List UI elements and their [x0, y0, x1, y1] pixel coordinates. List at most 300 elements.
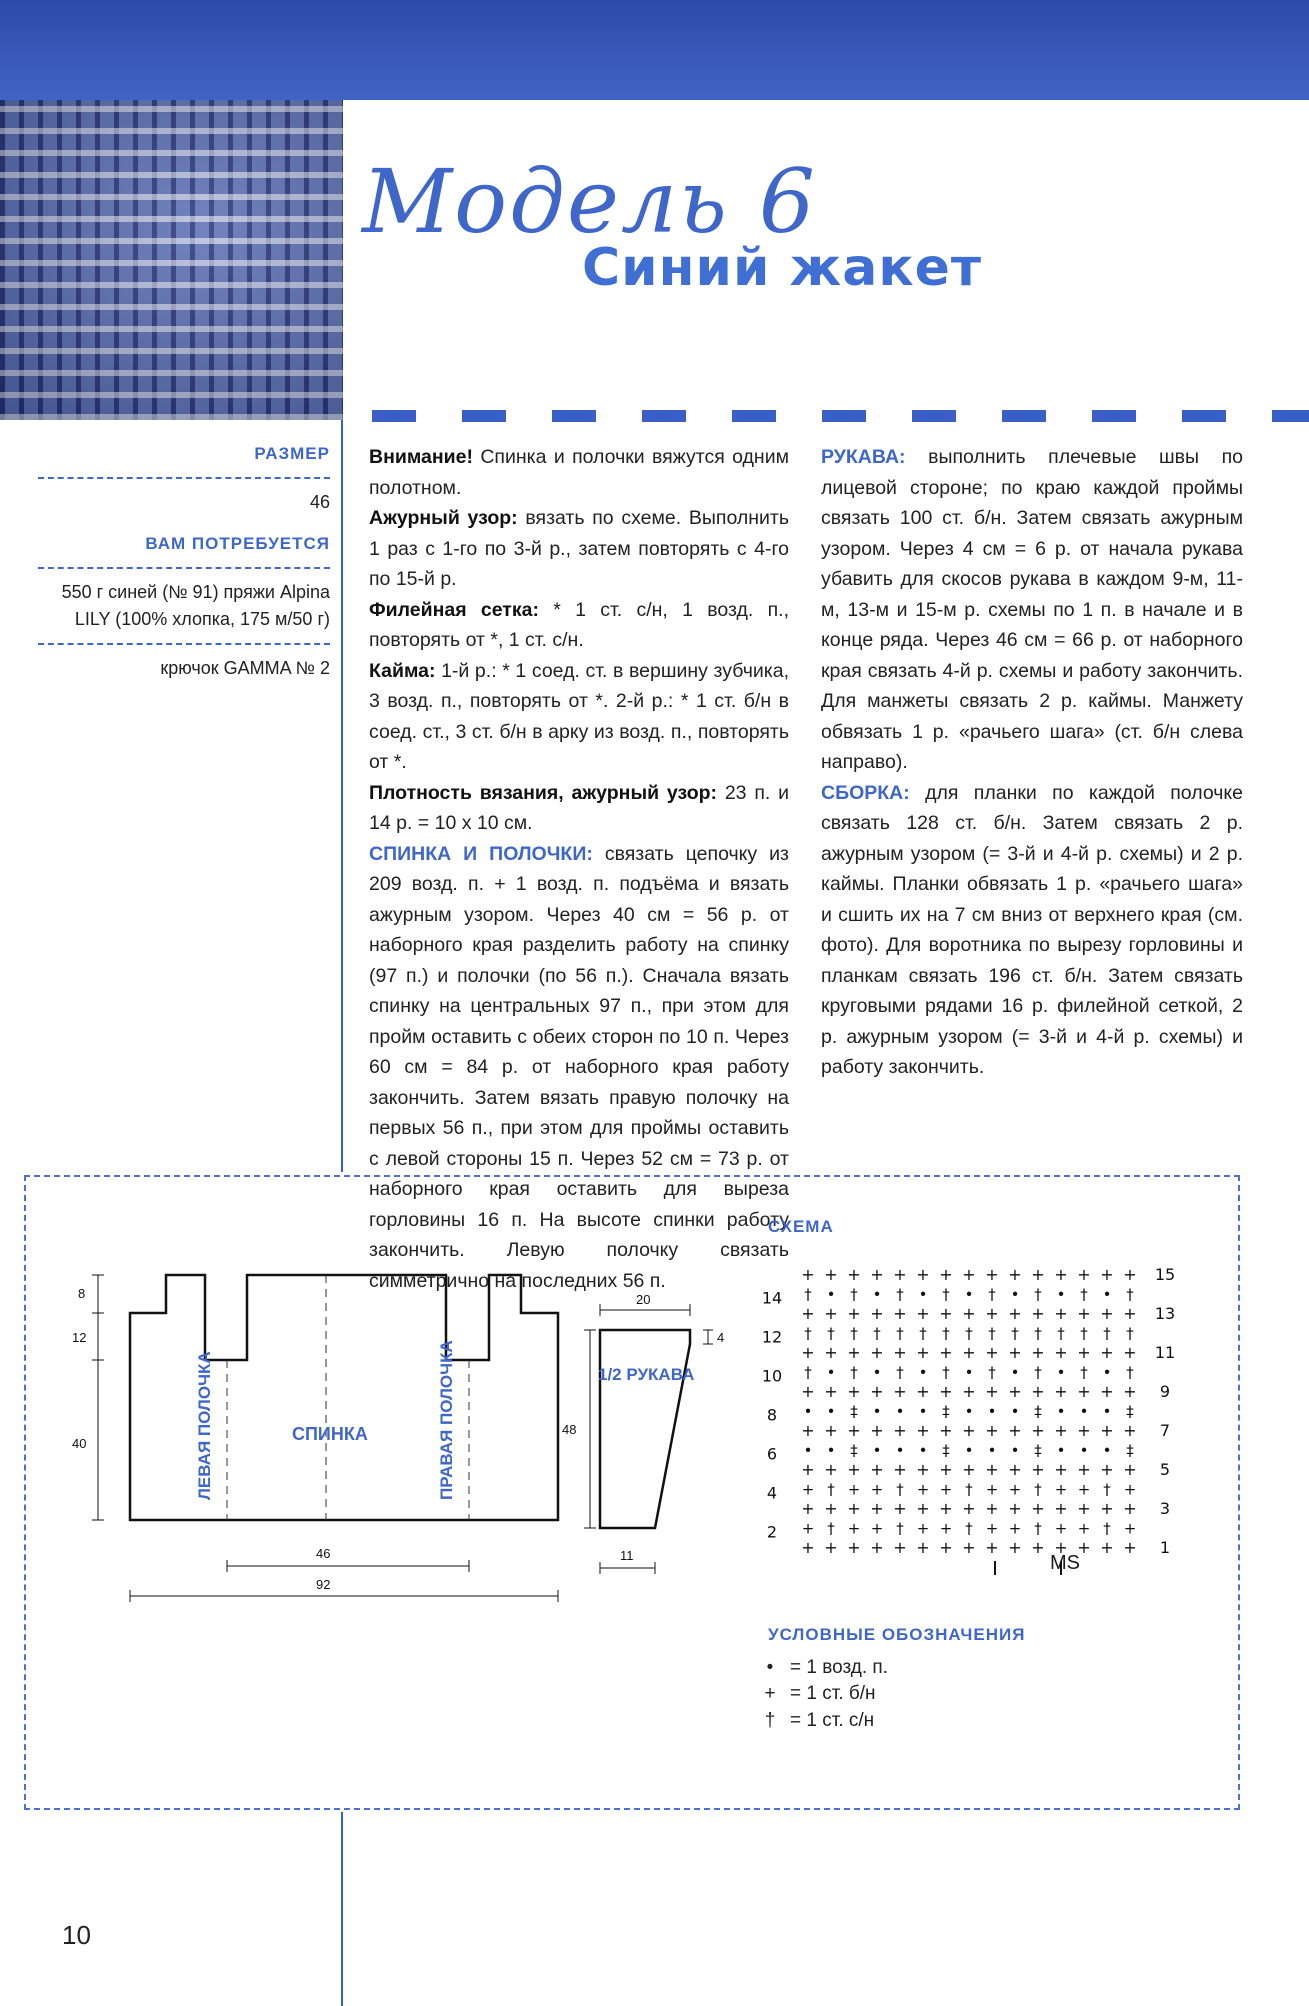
stitch-symbol: ‡	[850, 1402, 858, 1421]
stitch-symbol: +	[916, 1538, 930, 1557]
dim-92: 92	[316, 1577, 331, 1592]
stitch-symbol: +	[939, 1519, 953, 1538]
stitch-symbol: •	[1056, 1402, 1066, 1421]
stitch-symbol: †	[804, 1285, 812, 1304]
stitch-symbol: +	[870, 1480, 884, 1499]
stitch-symbol: +	[985, 1460, 999, 1479]
stitch-symbol: •	[1102, 1402, 1112, 1421]
sleeve-dim-11: 11	[620, 1548, 634, 1563]
stitch-symbol: +	[1123, 1499, 1137, 1518]
vertical-rule-bottom	[341, 1812, 343, 2006]
stitch-symbol: †	[1080, 1285, 1088, 1304]
stitch-symbol: †	[1126, 1285, 1134, 1304]
stitch-symbol: +	[824, 1382, 838, 1401]
label-right-front: ПРАВАЯ ПОЛОЧКА	[437, 1340, 456, 1500]
stitch-symbol: +	[962, 1304, 976, 1323]
sidebar-divider	[38, 643, 330, 645]
stitch-symbol: +	[939, 1460, 953, 1479]
stitch-symbol: +	[1100, 1265, 1114, 1284]
stitch-symbol: +	[1031, 1421, 1045, 1440]
ms-label: MS	[1050, 1552, 1080, 1574]
stitch-symbol: †	[804, 1324, 812, 1343]
stitch-symbol: •	[964, 1285, 974, 1304]
stitch-symbol: +	[916, 1519, 930, 1538]
stitch-symbol: +	[962, 1499, 976, 1518]
stitch-symbol: •	[1102, 1441, 1112, 1460]
stitch-symbol: †	[1034, 1480, 1042, 1499]
vertical-rule	[341, 420, 343, 1172]
stitch-symbol: •	[918, 1363, 928, 1382]
row-number-left: 4	[766, 1483, 778, 1503]
stitch-symbol: †	[896, 1363, 904, 1382]
paragraph-attention	[369, 442, 789, 503]
stitch-symbol: +	[962, 1343, 976, 1362]
stitch-symbol: +	[1054, 1499, 1068, 1518]
stitch-symbol: +	[870, 1382, 884, 1401]
stitch-symbol: +	[1031, 1343, 1045, 1362]
stitch-symbol: †	[896, 1519, 904, 1538]
stitch-symbol: +	[1123, 1480, 1137, 1499]
stitch-symbol: †	[965, 1480, 973, 1499]
row-number-right: 3	[1159, 1499, 1171, 1518]
stitch-symbol: +	[1077, 1343, 1091, 1362]
paragraph-gauge	[369, 778, 789, 839]
text-sleeves: выполнить плечевые швы по лицевой стороне; по краю каждой проймы связать 100 ст. б/н. Затем связать ажурным узором. Через 4 см = 6 р. от начала рукава убавить для скосов рукава в каждом 9-м, 11-м, 13-м и 15-м р. схемы по 1 п. в начале и в конце ряда. Через 46 см = 66 р. от наборного края связать 4-й р. схемы и работу закончить. Для манжеты связать 2 р. каймы. Манжету обвязать 1 р. «рачьего шага» (ст. б/н слева направо).	[821, 446, 1243, 773]
text-attention: Спинка и полочки вяжутся одним полотном.	[369, 446, 789, 499]
text-edging: 1-й р.: * 1 соед. ст. в вершину зубчика, 3 возд. п., повторять от *. 2-й р.: * 1 ст. б/н в соед. ст., 3 ст. б/н в арку из возд. п., повторять от *.	[369, 659, 789, 773]
sleeve-label: 1/2 РУКАВА	[598, 1365, 695, 1384]
stitch-symbol: +	[1077, 1304, 1091, 1323]
stitch-symbol: †	[1034, 1285, 1042, 1304]
sleeve-schematic	[550, 1270, 750, 1590]
stitch-symbol: +	[985, 1304, 999, 1323]
stitch-symbol: +	[1123, 1265, 1137, 1284]
stitch-symbol: +	[1077, 1538, 1091, 1557]
stitch-symbol: +	[1054, 1538, 1068, 1557]
paragraph-sleeves	[821, 442, 1243, 778]
stitch-symbol: +	[916, 1304, 930, 1323]
stitch-symbol: †	[1057, 1324, 1065, 1343]
stitch-symbol: +	[801, 1460, 815, 1479]
text-body: связать цепочку из 209 возд. п. + 1 возд. п. подъёма и вязать ажурным узором. Через 40 см = 56 р. от наборного края разделить работу на спинку (97 п.) и полочки (по 56 п.). Сначала вязать спинку на центральных 97 п., при этом для пройм оставить с обеих сторон по 10 п. Через 60 см = 84 р. от наборного края работу закончить. Затем вязать правую полочку на первых 56 п., при этом для проймы оставить с левой стороны 15 п. Через 52 см = 73 р. от наборного края оставить для выреза горловины 16 п. На высоте спинки работу закончить. Левую полочку связать симметрично на последних 56 п.	[369, 842, 789, 1292]
stitch-symbol: •	[1102, 1285, 1112, 1304]
row-number-left: 8	[766, 1405, 778, 1425]
stitch-symbol: +	[1123, 1460, 1137, 1479]
stitch-symbol: •	[1079, 1402, 1089, 1421]
row-number-right: 13	[1154, 1304, 1176, 1323]
text-openwork: вязать по схеме. Выполнить 1 раз с 1-го по 3-й р., затем повторять с 4-го по 15-й р.	[369, 507, 789, 590]
stitch-symbol: +	[801, 1343, 815, 1362]
stitch-symbol: †	[1126, 1363, 1134, 1382]
stitch-symbol: †	[1034, 1324, 1042, 1343]
stitch-symbol: +	[1054, 1480, 1068, 1499]
stitch-symbol: •	[872, 1441, 882, 1460]
legend-item-sc	[760, 1683, 876, 1705]
stitch-symbol: †	[965, 1519, 973, 1538]
stitch-symbol: +	[824, 1304, 838, 1323]
stitch-symbol: †	[1103, 1480, 1111, 1499]
stitch-symbol: •	[826, 1363, 836, 1382]
stitch-symbol: +	[939, 1499, 953, 1518]
stitch-symbol: +	[939, 1538, 953, 1557]
label-assembly: СБОРКА:	[821, 781, 910, 804]
paragraph-edging	[369, 656, 789, 778]
stitch-symbol: +	[824, 1538, 838, 1557]
stitch-symbol: +	[1123, 1538, 1137, 1557]
stitch-symbol: +	[939, 1304, 953, 1323]
label-attention: Внимание!	[369, 446, 473, 468]
row-number-left: 6	[766, 1444, 778, 1464]
instructions-column-1	[369, 442, 789, 1296]
dim-40: 40	[72, 1436, 87, 1451]
stitch-symbol: +	[1123, 1343, 1137, 1362]
stitch-symbol: +	[916, 1343, 930, 1362]
stitch-symbol: +	[1054, 1382, 1068, 1401]
stitch-symbol: +	[847, 1382, 861, 1401]
stitch-symbol: +	[1077, 1382, 1091, 1401]
stitch-symbol: +	[893, 1382, 907, 1401]
sleeve-dim-4: 4	[717, 1330, 725, 1345]
schema-heading: СХЕМА	[768, 1217, 834, 1236]
stitch-symbol: ‡	[1126, 1402, 1134, 1421]
stitch-symbol: •	[918, 1402, 928, 1421]
stitch-symbol: +	[962, 1382, 976, 1401]
stitch-symbol: +	[893, 1499, 907, 1518]
model-number-script: Модель 6	[362, 150, 817, 253]
stitch-symbol: +	[1008, 1480, 1022, 1499]
stitch-symbol: +	[916, 1480, 930, 1499]
stitch-symbol: •	[1056, 1363, 1066, 1382]
legend-text-chain: = 1 возд. п.	[790, 1657, 888, 1678]
stitch-symbol: +	[1008, 1265, 1022, 1284]
stitch-symbol: +	[939, 1421, 953, 1440]
stitch-symbol: †	[1034, 1363, 1042, 1382]
stitch-symbol: +	[1123, 1421, 1137, 1440]
stitch-symbol: +	[1031, 1265, 1045, 1284]
text-gauge: 23 п. и 14 р. = 10 х 10 см.	[369, 781, 789, 834]
stitch-symbol: •	[1056, 1441, 1066, 1460]
stitch-symbol: †	[804, 1363, 812, 1382]
stitch-symbol: +	[1008, 1499, 1022, 1518]
stitch-symbol: •	[803, 1402, 813, 1421]
stitch-symbol: ‡	[942, 1402, 950, 1421]
chain-symbol-icon: •	[766, 1657, 774, 1678]
hook-info: крючок GAMMA № 2	[160, 658, 330, 678]
stitch-symbol: •	[964, 1402, 974, 1421]
stitch-symbol: +	[1008, 1538, 1022, 1557]
stitch-symbol: +	[801, 1382, 815, 1401]
stitch-symbol: +	[1008, 1382, 1022, 1401]
stitch-symbol: •	[826, 1285, 836, 1304]
stitch-symbol: †	[850, 1285, 858, 1304]
stitch-symbol: +	[916, 1382, 930, 1401]
stitch-symbol: +	[893, 1265, 907, 1284]
stitch-symbol: +	[916, 1460, 930, 1479]
stitch-symbol: +	[824, 1343, 838, 1362]
stitch-symbol: +	[962, 1265, 976, 1284]
row-number-right: 9	[1159, 1382, 1171, 1401]
dim-12: 12	[72, 1330, 87, 1345]
stitch-symbol: +	[801, 1480, 815, 1499]
size-value: 46	[309, 492, 330, 512]
legend-text-sc: = 1 ст. б/н	[790, 1683, 876, 1704]
stitch-symbol: +	[893, 1343, 907, 1362]
stitch-symbol: +	[985, 1421, 999, 1440]
legend-text-dc: = 1 ст. с/н	[790, 1710, 875, 1731]
stitch-symbol: +	[870, 1460, 884, 1479]
stitch-symbol: †	[1011, 1324, 1019, 1343]
row-number-left: 14	[761, 1288, 783, 1308]
stitch-symbol: †	[965, 1324, 973, 1343]
stitch-symbol: •	[987, 1402, 997, 1421]
stitch-symbol: •	[918, 1441, 928, 1460]
stitch-symbol: †	[850, 1363, 858, 1382]
stitch-symbol: +	[985, 1343, 999, 1362]
stitch-symbol: +	[1054, 1343, 1068, 1362]
stitch-symbol: +	[1100, 1421, 1114, 1440]
stitch-symbol: †	[942, 1285, 950, 1304]
stitch-symbol: †	[873, 1324, 881, 1343]
stitch-symbol: +	[1054, 1519, 1068, 1538]
stitch-symbol: ‡	[1126, 1441, 1134, 1460]
stitch-symbol: +	[985, 1538, 999, 1557]
stitch-symbol: +	[1054, 1421, 1068, 1440]
stitch-symbol: +	[916, 1421, 930, 1440]
stitch-symbol: ‡	[1034, 1402, 1042, 1421]
row-number-right: 7	[1159, 1421, 1171, 1440]
stitch-symbol: +	[801, 1538, 815, 1557]
stitch-symbol: +	[1031, 1538, 1045, 1557]
stitch-symbol: †	[1080, 1324, 1088, 1343]
stitch-symbol: +	[985, 1265, 999, 1284]
stitch-symbol: ‡	[850, 1441, 858, 1460]
stitch-symbol: +	[847, 1421, 861, 1440]
row-number-right: 11	[1154, 1343, 1176, 1362]
stitch-symbol: +	[1031, 1460, 1045, 1479]
stitch-symbol: †	[988, 1324, 996, 1343]
sleeve-dim-48: 48	[562, 1422, 577, 1437]
dim-8: 8	[78, 1286, 86, 1301]
stitch-symbol: +	[893, 1304, 907, 1323]
stitch-symbol: +	[893, 1538, 907, 1557]
legend-item-dc	[760, 1710, 874, 1732]
stitch-symbol: +	[801, 1265, 815, 1284]
text-filet: * 1 ст. с/н, 1 возд. п., повторять от *, 1 ст. с/н.	[369, 598, 789, 651]
stitch-symbol: +	[801, 1421, 815, 1440]
stitch-symbol: •	[872, 1285, 882, 1304]
stitch-symbol: †	[827, 1519, 835, 1538]
stitch-symbol: •	[1010, 1363, 1020, 1382]
stitch-symbol: +	[985, 1480, 999, 1499]
legend-item-chain	[760, 1657, 888, 1679]
stitch-symbol: †	[988, 1285, 996, 1304]
stitch-symbol: •	[803, 1441, 813, 1460]
stitch-symbol: +	[1008, 1460, 1022, 1479]
stitch-symbol: †	[942, 1363, 950, 1382]
stitch-symbol: †	[1103, 1519, 1111, 1538]
stitch-symbol: •	[1056, 1285, 1066, 1304]
stitch-symbol: †	[1080, 1363, 1088, 1382]
stitch-symbol: ‡	[942, 1441, 950, 1460]
stitch-symbol: +	[847, 1519, 861, 1538]
stitch-symbol: +	[847, 1480, 861, 1499]
stitch-symbol: +	[847, 1460, 861, 1479]
stitch-symbol: •	[964, 1441, 974, 1460]
paragraph-assembly	[821, 778, 1243, 1083]
stitch-symbol: +	[847, 1343, 861, 1362]
crochet-chart	[760, 1245, 1220, 1575]
instructions-column-2	[821, 442, 1243, 1083]
stitch-symbol: +	[1031, 1382, 1045, 1401]
label-openwork: Ажурный узор:	[369, 507, 518, 529]
stitch-symbol: •	[1010, 1402, 1020, 1421]
dashed-divider	[372, 410, 1309, 422]
stitch-symbol: •	[964, 1363, 974, 1382]
stitch-symbol: •	[987, 1441, 997, 1460]
stitch-symbol: †	[942, 1324, 950, 1343]
stitch-symbol: +	[962, 1460, 976, 1479]
stitch-symbol: •	[1102, 1363, 1112, 1382]
stitch-symbol: +	[824, 1421, 838, 1440]
stitch-symbol: +	[824, 1265, 838, 1284]
top-color-band	[0, 0, 1309, 100]
knit-texture-photo	[0, 100, 343, 420]
stitch-symbol: +	[870, 1304, 884, 1323]
stitch-symbol: +	[1100, 1460, 1114, 1479]
stitch-symbol: +	[870, 1343, 884, 1362]
legend-heading: УСЛОВНЫЕ ОБОЗНАЧЕНИЯ	[768, 1625, 1026, 1644]
stitch-symbol: +	[801, 1304, 815, 1323]
stitch-symbol: +	[1008, 1421, 1022, 1440]
dim-46: 46	[316, 1546, 331, 1561]
row-number-left: 12	[761, 1327, 783, 1347]
sc-symbol-icon: +	[764, 1683, 776, 1704]
stitch-symbol: +	[870, 1519, 884, 1538]
stitch-symbol: +	[1077, 1480, 1091, 1499]
stitch-symbol: +	[1031, 1499, 1045, 1518]
paragraph-openwork	[369, 503, 789, 595]
stitch-symbol: •	[826, 1402, 836, 1421]
stitch-symbol: +	[1077, 1519, 1091, 1538]
stitch-symbol: +	[870, 1421, 884, 1440]
label-gauge: Плотность вязания, ажурный узор:	[369, 781, 718, 804]
stitch-symbol: †	[896, 1324, 904, 1343]
stitch-symbol: †	[896, 1480, 904, 1499]
stitch-symbol: +	[1054, 1460, 1068, 1479]
stitch-symbol: +	[1123, 1519, 1137, 1538]
sidebar-divider	[38, 567, 330, 569]
stitch-symbol: +	[824, 1460, 838, 1479]
page-number: 10	[62, 1920, 91, 1950]
row-number-left: 2	[766, 1522, 778, 1542]
paragraph-filet	[369, 595, 789, 656]
stitch-symbol: +	[962, 1421, 976, 1440]
stitch-symbol: •	[918, 1285, 928, 1304]
stitch-symbol: +	[847, 1499, 861, 1518]
stitch-symbol: +	[939, 1480, 953, 1499]
stitch-symbol: +	[939, 1343, 953, 1362]
stitch-symbol: +	[847, 1538, 861, 1557]
page-title: Синий жакет	[582, 238, 983, 298]
label-left-front: ЛЕВАЯ ПОЛОЧКА	[195, 1351, 214, 1500]
stitch-symbol: +	[916, 1265, 930, 1284]
stitch-symbol: •	[826, 1441, 836, 1460]
stitch-symbol: +	[801, 1499, 815, 1518]
stitch-symbol: +	[962, 1538, 976, 1557]
size-heading: РАЗМЕР	[254, 444, 330, 463]
stitch-symbol: •	[1010, 1441, 1020, 1460]
label-sleeves: РУКАВА:	[821, 446, 906, 468]
label-filet: Филейная сетка:	[369, 598, 539, 621]
stitch-symbol: †	[1034, 1519, 1042, 1538]
stitch-symbol: †	[919, 1324, 927, 1343]
stitch-symbol: +	[1008, 1343, 1022, 1362]
stitch-symbol: +	[824, 1499, 838, 1518]
sidebar-divider	[38, 477, 330, 479]
stitch-symbol: +	[893, 1421, 907, 1440]
stitch-symbol: +	[1100, 1538, 1114, 1557]
stitch-symbol: +	[939, 1382, 953, 1401]
stitch-symbol: •	[872, 1402, 882, 1421]
stitch-symbol: +	[893, 1460, 907, 1479]
row-number-left: 10	[761, 1366, 783, 1386]
stitch-symbol: †	[1126, 1324, 1134, 1343]
stitch-symbol: +	[801, 1519, 815, 1538]
stitch-symbol: •	[895, 1441, 905, 1460]
stitch-symbol: +	[1077, 1460, 1091, 1479]
need-heading: ВАМ ПОТРЕБУЕТСЯ	[145, 534, 330, 553]
stitch-symbol: +	[870, 1265, 884, 1284]
stitch-symbol: +	[1008, 1519, 1022, 1538]
sidebar	[30, 440, 330, 682]
row-number-right: 1	[1159, 1538, 1171, 1557]
stitch-symbol: †	[850, 1324, 858, 1343]
stitch-symbol: +	[1100, 1343, 1114, 1362]
stitch-symbol: +	[1123, 1382, 1137, 1401]
stitch-symbol: †	[896, 1285, 904, 1304]
stitch-symbol: +	[1077, 1421, 1091, 1440]
stitch-symbol: +	[1077, 1499, 1091, 1518]
label-body: СПИНКА И ПОЛОЧКИ:	[369, 842, 593, 865]
stitch-symbol: †	[988, 1363, 996, 1382]
yarn-info: 550 г синей (№ 91) пряжи Alpina LILY (100% хлопка, 175 м/50 г)	[61, 582, 330, 629]
stitch-symbol: +	[916, 1499, 930, 1518]
stitch-symbol: †	[827, 1480, 835, 1499]
dc-symbol-icon: †	[764, 1710, 776, 1731]
stitch-symbol: +	[1054, 1265, 1068, 1284]
stitch-symbol: +	[1054, 1304, 1068, 1323]
stitch-symbol: +	[1100, 1382, 1114, 1401]
stitch-symbol: +	[1008, 1304, 1022, 1323]
label-back: СПИНКА	[292, 1424, 368, 1444]
text-assembly: для планки по каждой полочке связать 128 ст. б/н. Затем связать 2 р. ажурным узором (= 3-й и 4-й р. схемы) и 2 р. каймы. Планки обвязать 1 р. «рачьего шага» и сшить их на 7 см вниз от верхнего края (см. фото). Для воротника по вырезу горловины и планкам связать 196 ст. б/н. Затем связать круговыми рядами 16 р. филейной сеткой, 2 р. ажурным узором (= 3-й и 4-й р. схемы) и работу закончить.	[821, 781, 1243, 1078]
stitch-symbol: +	[870, 1538, 884, 1557]
stitch-symbol: •	[872, 1363, 882, 1382]
row-number-right: 15	[1154, 1265, 1176, 1284]
stitch-symbol: †	[1103, 1324, 1111, 1343]
stitch-symbol: +	[870, 1499, 884, 1518]
stitch-symbol: •	[1010, 1285, 1020, 1304]
stitch-symbol: +	[985, 1519, 999, 1538]
stitch-symbol: •	[1079, 1441, 1089, 1460]
stitch-symbol: +	[1123, 1304, 1137, 1323]
stitch-symbol: +	[985, 1382, 999, 1401]
stitch-symbol: †	[827, 1324, 835, 1343]
stitch-symbol: +	[1100, 1499, 1114, 1518]
stitch-symbol: ‡	[1034, 1441, 1042, 1460]
stitch-symbol: +	[1077, 1265, 1091, 1284]
sleeve-dim-20: 20	[636, 1292, 651, 1307]
